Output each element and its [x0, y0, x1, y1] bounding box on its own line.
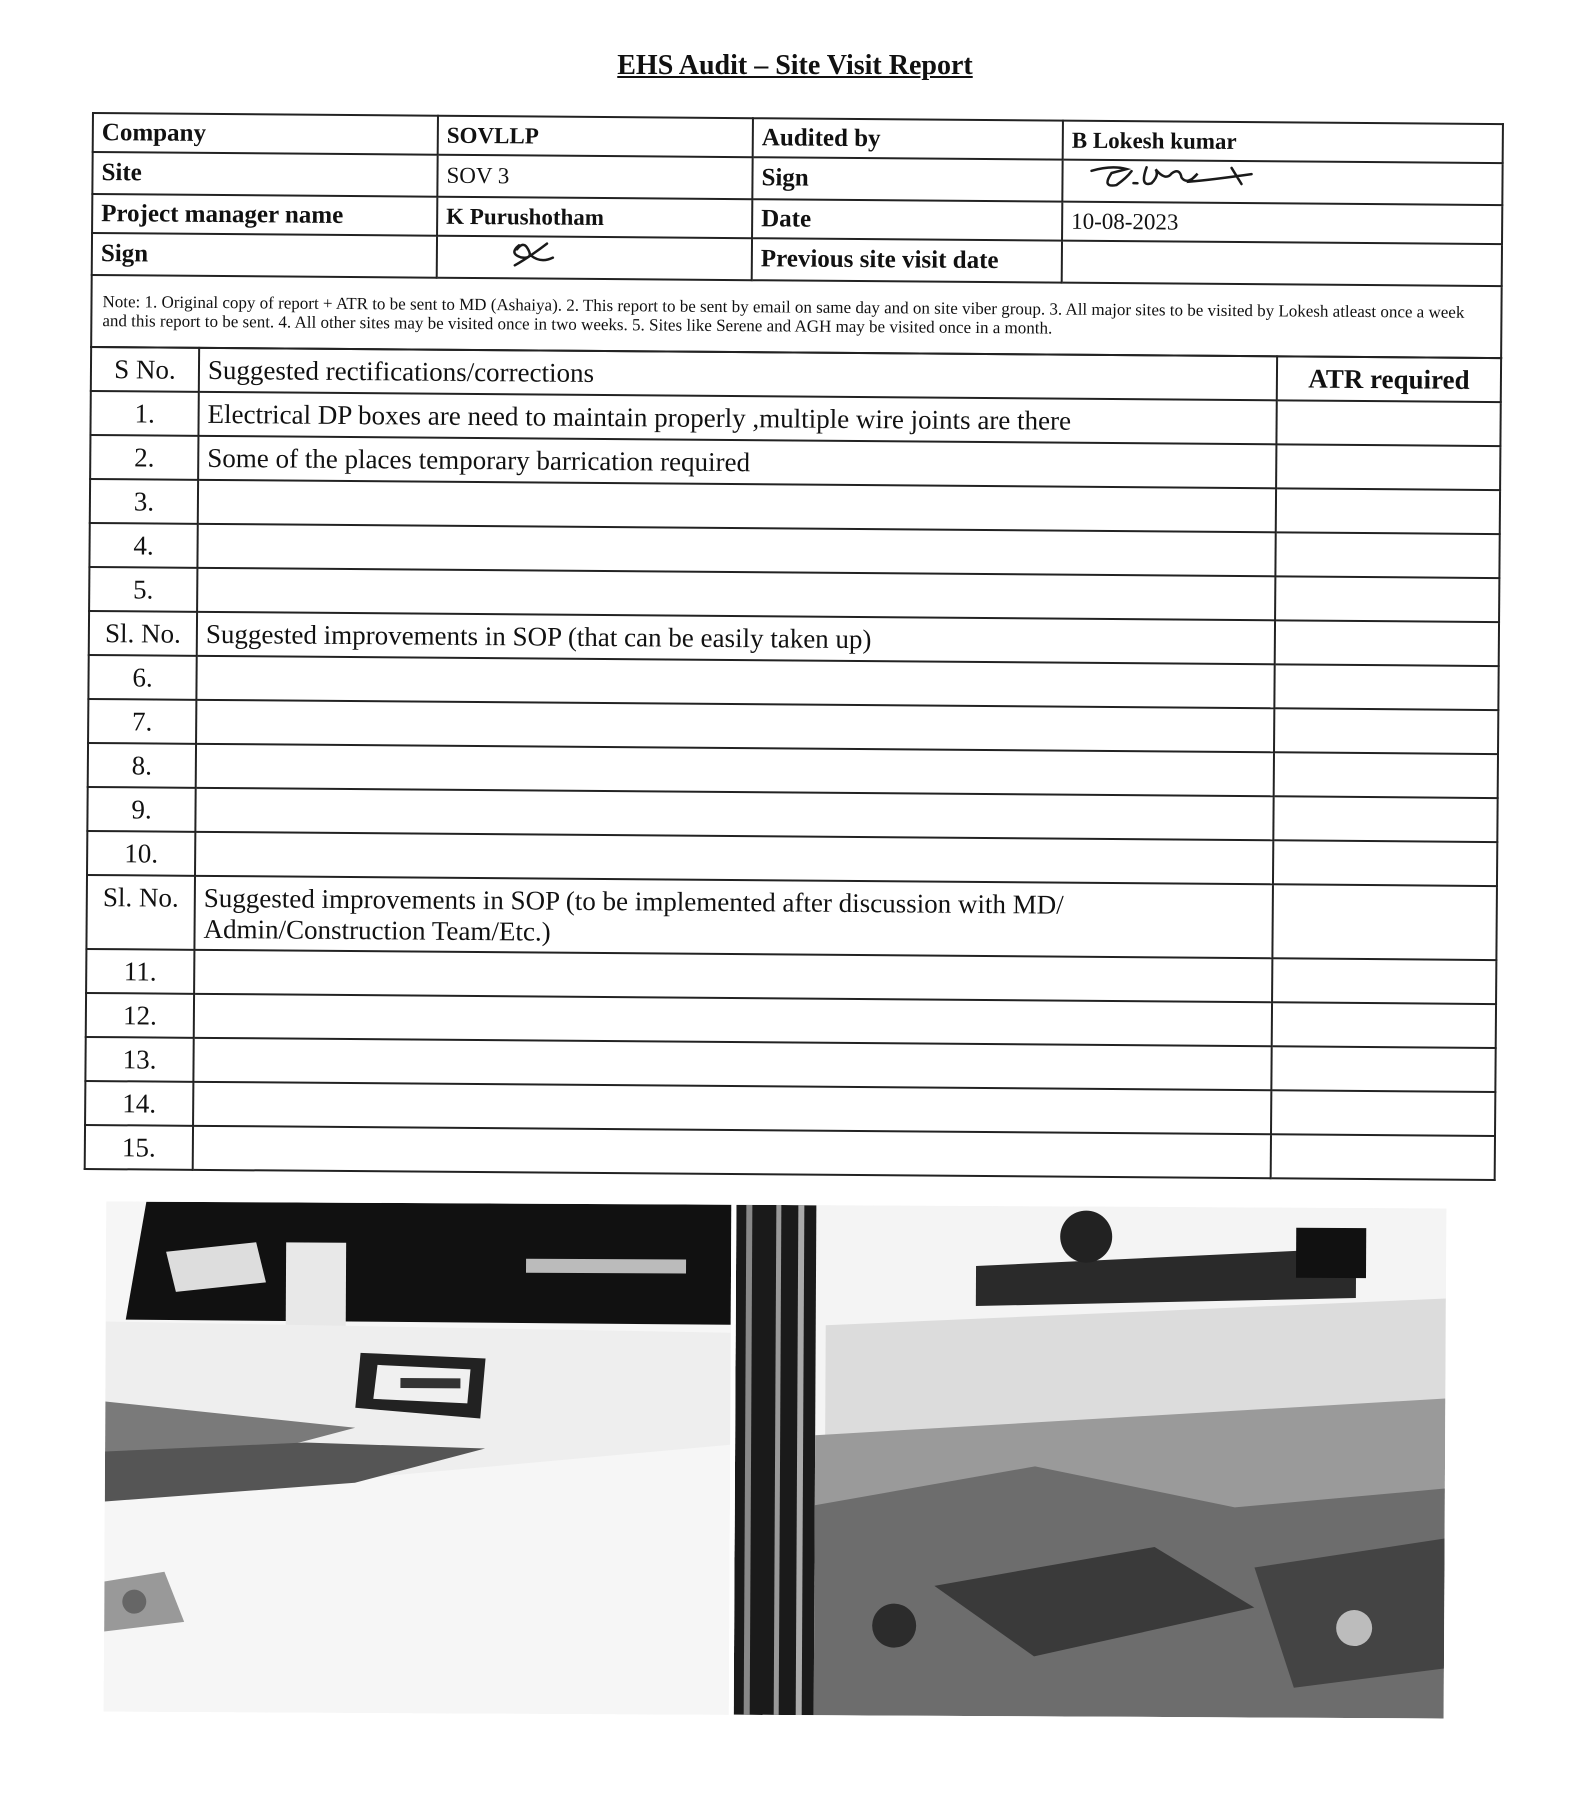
- row-number: 7.: [88, 699, 196, 744]
- row-atr: [1274, 664, 1498, 710]
- row-atr: [1271, 1090, 1495, 1136]
- row-atr: [1274, 752, 1498, 798]
- project-manager-value: K Purushotham: [437, 197, 752, 238]
- company-value: SOVLLP: [438, 116, 753, 157]
- row-text: Some of the places temporary barrication required: [198, 436, 1276, 488]
- section3-title: Suggested improvements in SOP (to be implemented after discussion with MD/ Admin/Construction Team/Etc.): [194, 876, 1273, 958]
- row-number: 9.: [87, 787, 195, 832]
- report-note: Note: 1. Original copy of report + ATR to be sent to MD (Ashaiya). 2. This report to be sent by email on same day and on site viber group. 3. All major sites to be visited by Lokesh atleast once a week and this report to be sent. 4. All other sites may be visited once in two weeks. 5. Sites like Serene and AGH may be visited once in a month.: [91, 275, 1502, 358]
- row-number: 15.: [85, 1125, 193, 1170]
- section2-title: Suggested improvements in SOP (that can be easily taken up): [197, 612, 1275, 664]
- row-number: 1.: [90, 391, 198, 436]
- header-table: [90, 112, 1504, 359]
- prev-visit-label: Previous site visit date: [752, 238, 1062, 282]
- row-number: 4.: [89, 523, 197, 568]
- section-header-row: [86, 875, 1497, 960]
- electrical-dp-box-photo-image: [104, 1201, 732, 1714]
- photo-right: [734, 1205, 1447, 1719]
- photo-left: [104, 1201, 732, 1714]
- col-sno-header: S No.: [91, 347, 199, 392]
- row-number: 13.: [85, 1037, 193, 1082]
- row-atr: [1276, 488, 1500, 534]
- row-number: 10.: [87, 831, 195, 876]
- date-value: 10-08-2023: [1062, 202, 1502, 244]
- row-atr: [1276, 400, 1500, 446]
- row-atr: [1274, 708, 1498, 754]
- row-atr: [1272, 1002, 1496, 1048]
- row-number: 11.: [86, 949, 194, 994]
- row-atr: [1272, 958, 1496, 1004]
- company-label: Company: [93, 113, 438, 155]
- audited-by-label: Audited by: [753, 118, 1063, 159]
- site-label: Site: [92, 152, 437, 197]
- report-title: EHS Audit – Site Visit Report: [617, 50, 973, 81]
- pm-sign-label: Sign: [92, 233, 437, 278]
- col-atr-header: ATR required: [1277, 356, 1501, 402]
- auditor-signature: [1062, 160, 1502, 205]
- report-form: [84, 112, 1502, 1181]
- row-number: 3.: [90, 479, 198, 524]
- row-number: 6.: [88, 655, 196, 700]
- pm-signature: [437, 236, 752, 280]
- row-atr: [1272, 884, 1497, 960]
- items-table: [84, 346, 1502, 1181]
- row-text: Electrical DP boxes are need to maintain properly ,multiple wire joints are there: [198, 392, 1276, 444]
- row-atr: [1275, 620, 1499, 666]
- row-number: 5.: [89, 567, 197, 612]
- row-atr: [1275, 532, 1499, 578]
- date-label: Date: [752, 199, 1062, 240]
- row-atr: [1271, 1046, 1495, 1092]
- project-manager-label: Project manager name: [92, 194, 437, 236]
- section2-sno: Sl. No.: [89, 611, 197, 656]
- row-number: 2.: [90, 435, 198, 480]
- col-rectifications-header: Suggested rectifications/corrections: [199, 348, 1277, 400]
- row-atr: [1276, 444, 1500, 490]
- handwritten-initial: [501, 239, 571, 270]
- auditor-sign-label: Sign: [752, 157, 1062, 201]
- row-atr: [1275, 576, 1499, 622]
- site-photos: [104, 1201, 1447, 1728]
- audited-by-value: B Lokesh kumar: [1063, 121, 1503, 163]
- barrication-area-photo-image: [734, 1205, 1447, 1719]
- row-number: 14.: [85, 1081, 193, 1126]
- row-number: 12.: [86, 993, 194, 1038]
- row-atr: [1273, 840, 1497, 886]
- row-atr: [1271, 1134, 1495, 1180]
- row-text: [193, 1126, 1271, 1178]
- handwritten-signature: [1071, 163, 1311, 195]
- section3-sno: Sl. No.: [86, 875, 195, 950]
- row-atr: [1273, 796, 1497, 842]
- site-value: SOV 3: [437, 155, 752, 199]
- row-number: 8.: [88, 743, 196, 788]
- prev-visit-value: [1062, 241, 1502, 286]
